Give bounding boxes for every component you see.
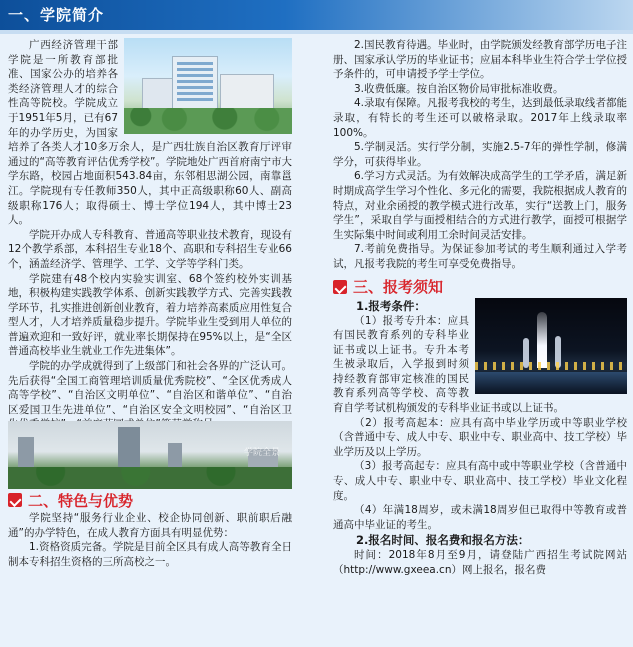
city-tower <box>118 427 140 471</box>
features-item-5: 5.学制灵活。实行学分制，实施2.5-7年的弹性学制，修满学分，可获得毕业。 <box>333 141 627 168</box>
header-stripe <box>0 30 633 34</box>
city-greenery <box>8 467 292 489</box>
campus-tower <box>172 56 218 110</box>
requirement-3: （3）报考高起专：应具有高中或中等职业学校（含普通中专、成人中专、职业中专、职业高中、技工学校）毕业文化程度。 <box>333 460 627 502</box>
features-item-2: 2.国民教育待遇。毕业时，由学院颁发经教育部学历电子注册、国家承认学历的毕业证书；应届本科毕业生符合学士学位授予条件的，可申请授予学士学位。 <box>333 39 627 81</box>
features-item-1: 1.资格资质完备。学院是目前全区具有成人高等教育全日制本专科招生资格的三所高校之一。 <box>8 541 292 568</box>
water-reflection <box>475 372 627 394</box>
campus-trees <box>124 108 292 134</box>
requirement-4: （4）年满18周岁，或未满18周岁但已取得中等教育或普通高中毕业证的考生。 <box>333 504 627 531</box>
section-heading-admissions <box>333 276 627 298</box>
section-heading-features <box>8 489 292 511</box>
photo-watermark: 学院全景 <box>243 448 280 459</box>
features-item-7: 7.考前免费指导。为保证参加考试的考生顺利通过入学考试，凡报考我院的考生可享受免费指导。 <box>333 243 627 270</box>
city-photo <box>8 421 292 489</box>
section-title-intro: 一、学院简介 <box>8 6 105 24</box>
campus-hall <box>220 74 274 110</box>
section-title-admissions: 三、报考须知 <box>353 278 444 296</box>
check-icon <box>333 280 347 294</box>
city-tower <box>18 437 34 471</box>
left-column <box>8 38 292 569</box>
registration-heading: 2.报名时间、报名费和报名方法： <box>356 533 530 548</box>
fountain-lights <box>475 362 627 370</box>
intro-paragraph-1: 广西经济管理干部学院是一所教育部批准、国家公办的培养各类经济管理人才的综合性高等院校。学院成立于1951年5月，已有67年的办学历史，为国家培养了各类人才10多万余人，是广西壮族自治区教育厅评审通过的“高等教育评估优秀学校”。学院地处广西首府南宁市大学东路，校园占地面积543.84亩，东邻相思湖公园，南靠邕江。学院现有专任教师350人，其中正高级职称60人、副高级职称176人；取得硕士、博士学位194人，其中博士23人。 <box>8 39 292 227</box>
fountain-photo <box>475 298 627 394</box>
campus-photo <box>124 38 292 134</box>
check-icon <box>8 493 22 507</box>
fountain-jet <box>537 312 547 368</box>
features-item-3: 3.收费低廉。按自治区物价局审批标准收费。 <box>354 82 564 95</box>
features-intro: 学院坚持“服务行业企业、校企协同创新、职前职后融通”的办学特色，在成人教育方面具有明显优势： <box>8 512 292 539</box>
requirements-heading: 1.报考条件： <box>356 298 426 313</box>
intro-paragraph-2: 学院开办成人专科教育、普通高等职业技术教育，现设有12个教学系部，本科招生专业18个、高职和专科招生专业66个，涵盖经济学、管理学、工学、文学等学科门类。 <box>8 228 292 270</box>
features-item-4: 4.录取有保障。凡报考我校的考生，达到最低录取线者都能录取，有特长的考生还可以破格录取。2017年上线录取率100%。 <box>333 97 627 139</box>
intro-paragraph-4: 学院的办学成就得到了上级部门和社会各界的广泛认可。先后获得“全国工商管理培训质量优秀院校”、“全区优秀成人高等学校”、“自治区文明单位”、“自治区和谐单位”、“自治区爱国卫生先进单位”、“自治区安全文明校园”、“自治区卫 <box>8 360 292 416</box>
section-title-features: 二、特色与优势 <box>28 491 134 510</box>
requirement-2: （2）报考高起本：应具有高中毕业学历或中等职业学校（含普通中专、成人中专、职业中专、职业高中、技工学校）毕业学历及以上学历。 <box>333 416 627 458</box>
features-item-6: 6.学习方式灵活。为有效解决成高学生的工学矛盾，满足新时期成高学生学习个性化、多元化的需要，我院根据成人教育的特点，对业余函授的教学模式进行改革，实行“送教上门，服务学生”，采取自学与面授相结合的方式进行教学，面授可根据学生实际集中时间或利用工余时间灵活安排。 <box>333 170 627 241</box>
right-column <box>333 38 627 578</box>
section-header-bar <box>0 0 633 30</box>
registration-time: 时间：2018年8月至9月，请登陆广西招生考试院网站（http://www.gxeea.cn）网上报名，报名费 <box>333 549 627 576</box>
intro-paragraph-3: 学院建有48个校内实验实训室、68个签约校外实训基地，积极构建实践教学体系、创新实践教学方式、完善实践教学环节，扎实推进创新创业教育，着力培养高素质应用性复合型人才，人才培养质量稳步提升。学院毕业生受到用人单位的普遍欢迎和一致好评，就业率长期保持在95%以上，是“全区普通高校毕业生就业工作先进集体”。 <box>8 272 292 358</box>
requirement-1: （1）报考专升本：应具有国民教育系列的专科毕业证书或以上证书。专升本考生被录取后，入学报到时须持经教育部审定核准的国民教育系列高等学校、高等教育自学考试机构颁发的专科毕业证书或以上证书。 <box>333 314 564 415</box>
campus-building <box>142 78 174 112</box>
